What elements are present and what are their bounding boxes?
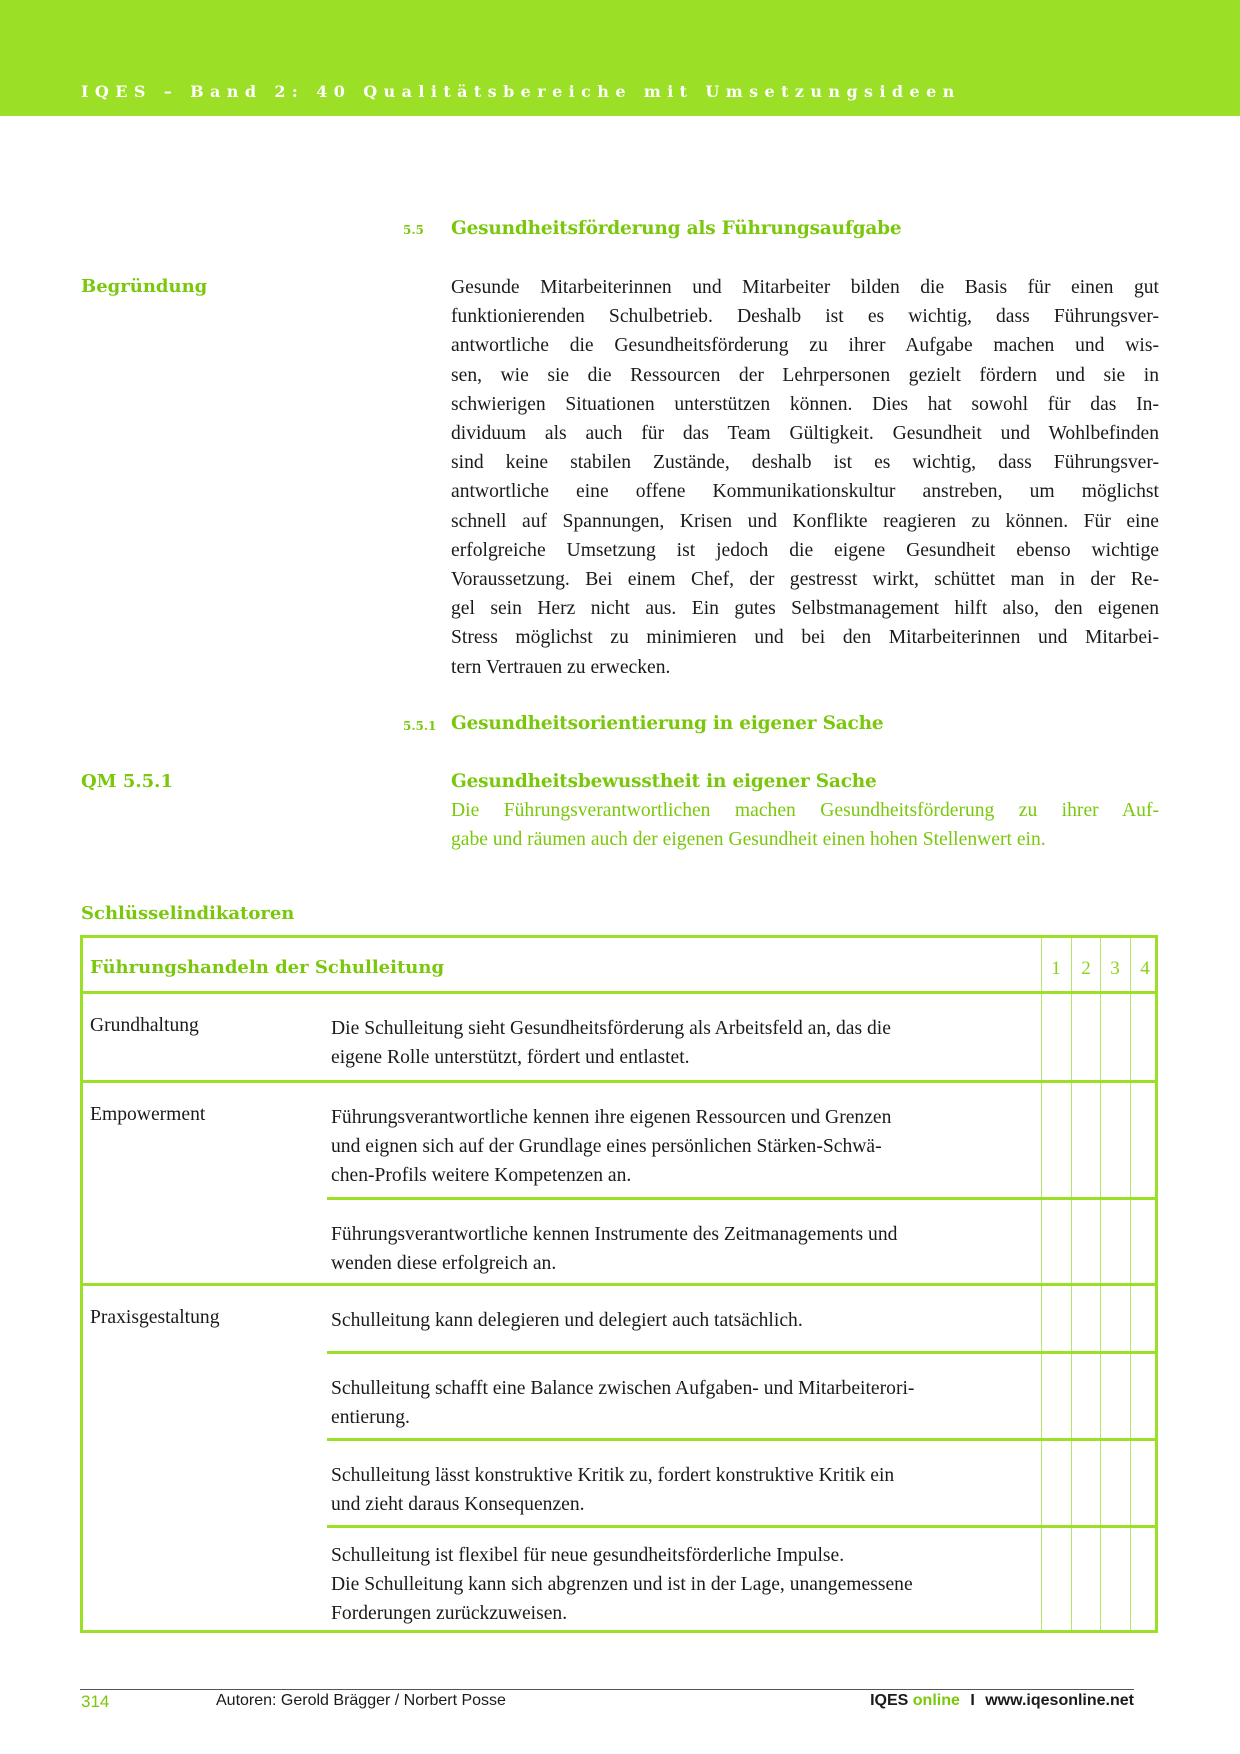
qm-description [451,796,1159,854]
row-divider [83,1283,1155,1286]
indicator-line: Schulleitung lässt konstruktive Kritik zu, fordert konstruktive Kritik ein [331,1465,895,1486]
item-divider [327,1438,1155,1441]
indicator-item [331,1461,1021,1519]
qm-description-line: Die Führungsverantwortlichen machen Gesundheitsförderung zu ihrer Auf- [451,800,1159,821]
paragraph-line: Stress möglichst zu minimieren und bei den Mitarbeiterinnen und Mitarbei- [451,627,1159,649]
paragraph-line: sind keine stabilen Zustände, deshalb ist es wichtig, dass Führungsver- [451,452,1159,474]
indicator-line: und zieht daraus Konsequenzen. [331,1494,585,1515]
indicator-line: chen-Profils weitere Kompetenzen an. [331,1165,632,1186]
footer-website-link[interactable]: www.iqesonline.net [985,1692,1134,1709]
rating-label-4: 4 [1140,958,1150,979]
item-divider [327,1197,1155,1200]
begruendung-paragraph [451,273,1159,682]
indicator-item [331,1541,1021,1628]
subsection-title: Gesundheitsorientierung in eigener Sache [451,713,884,734]
paragraph-line: schnell auf Spannungen, Krisen und Konflikte reagieren zu können. Für eine [451,510,1159,532]
paragraph-line: gel sein Herz nicht aus. Ein gutes Selbstmanagement hilft also, den eigenen [451,598,1159,620]
brand-separator: I [970,1692,975,1709]
paragraph-line: erfolgreiche Umsetzung ist jedoch die eigene Gesundheit ebenso wichtige [451,539,1159,561]
page-number: 314 [81,1692,110,1711]
paragraph-line: funktionierenden Schulbetrieb. Deshalb ist es wichtig, dass Führungsver- [451,306,1159,328]
qm-label: QM 5.5.1 [81,771,173,792]
indicators-table [80,935,1158,1633]
header-divider [83,991,1155,994]
header-banner [0,0,1240,116]
indicators-label: Schlüsselindikatoren [81,903,295,924]
paragraph-line: sen, wie sie die Ressourcen der Lehrpersonen gezielt fördern und sie in [451,364,1159,386]
item-divider [327,1525,1155,1528]
section-number: 5.5 [403,223,424,237]
indicator-line: Schulleitung kann delegieren und delegiert auch tatsächlich. [331,1310,803,1331]
indicator-line: entierung. [331,1407,410,1428]
indicator-line: und eignen sich auf der Grundlage eines persönlichen Stärken-Schwä- [331,1136,882,1157]
indicator-line: wenden diese erfolgreich an. [331,1253,557,1274]
category-grundhaltung: Grundhaltung [90,1015,199,1036]
indicator-item [331,1220,1021,1278]
indicator-item [331,1374,1021,1432]
brand-iqes: IQES [870,1692,909,1709]
section-title: Gesundheitsförderung als Führungsaufgabe [451,218,902,239]
qm-title: Gesundheitsbewusstheit in eigener Sache [451,771,877,792]
indicator-line: eigene Rolle unterstützt, fördert und entlastet. [331,1047,690,1068]
indicator-line: Die Schulleitung kann sich abgrenzen und ist in der Lage, unangemessene [331,1574,913,1595]
indicator-line: Schulleitung schafft eine Balance zwischen Aufgaben- und Mitarbeiterori- [331,1378,915,1399]
paragraph-line: schwierigen Situationen unterstützen können. Dies hat sowohl für das In- [451,393,1159,415]
indicator-line: Führungsverantwortliche kennen Instrumente des Zeitmanagements und [331,1224,898,1245]
category-praxisgestaltung: Praxisgestaltung [90,1307,220,1328]
book-title: IQES – Band 2: 40 Qualitätsbereiche mit Umsetzungsideen [81,82,961,101]
row-divider [83,1080,1155,1083]
brand-online: online [912,1692,960,1709]
begruendung-label: Begründung [81,276,208,297]
rating-label-1: 1 [1051,958,1061,979]
indicator-line: Die Schulleitung sieht Gesundheitsförderung als Arbeitsfeld an, das die [331,1018,891,1039]
indicator-line: Schulleitung ist flexibel für neue gesundheitsförderliche Impulse. [331,1545,845,1566]
paragraph-line: tern Vertrauen zu erwecken. [451,656,671,678]
indicator-line: Führungsverantwortliche kennen ihre eigenen Ressourcen und Grenzen [331,1107,892,1128]
indicator-item [331,1014,1021,1072]
item-divider [327,1351,1155,1354]
footer-authors: Autoren: Gerold Brägger / Norbert Posse [216,1692,506,1709]
rating-label-2: 2 [1081,958,1091,979]
category-empowerment: Empowerment [90,1104,206,1125]
footer-brand [870,1692,1134,1710]
paragraph-line: Gesunde Mitarbeiterinnen und Mitarbeiter bilden die Basis für einen gut [451,277,1159,298]
rating-label-3: 3 [1110,958,1120,979]
paragraph-line: antwortliche die Gesundheitsförderung zu ihrer Aufgabe machen und wis- [451,335,1159,357]
paragraph-line: Voraussetzung. Bei einem Chef, der gestresst wirkt, schüttet man in der Re- [451,569,1159,591]
indicator-item [331,1103,1021,1190]
indicator-line: Forderungen zurückzuweisen. [331,1603,568,1624]
subsection-number: 5.5.1 [403,719,437,733]
indicator-item [331,1306,1021,1335]
paragraph-line: antwortliche eine offene Kommunikationskultur anstreben, um möglichst [451,481,1159,503]
paragraph-line: dividuum als auch für das Team Gültigkeit. Gesundheit und Wohlbefinden [451,423,1159,445]
footer-divider [80,1689,1134,1690]
table-header-title: Führungshandeln der Schulleitung [90,957,445,978]
qm-description-line: gabe und räumen auch der eigenen Gesundheit einen hohen Stellenwert ein. [451,829,1046,850]
